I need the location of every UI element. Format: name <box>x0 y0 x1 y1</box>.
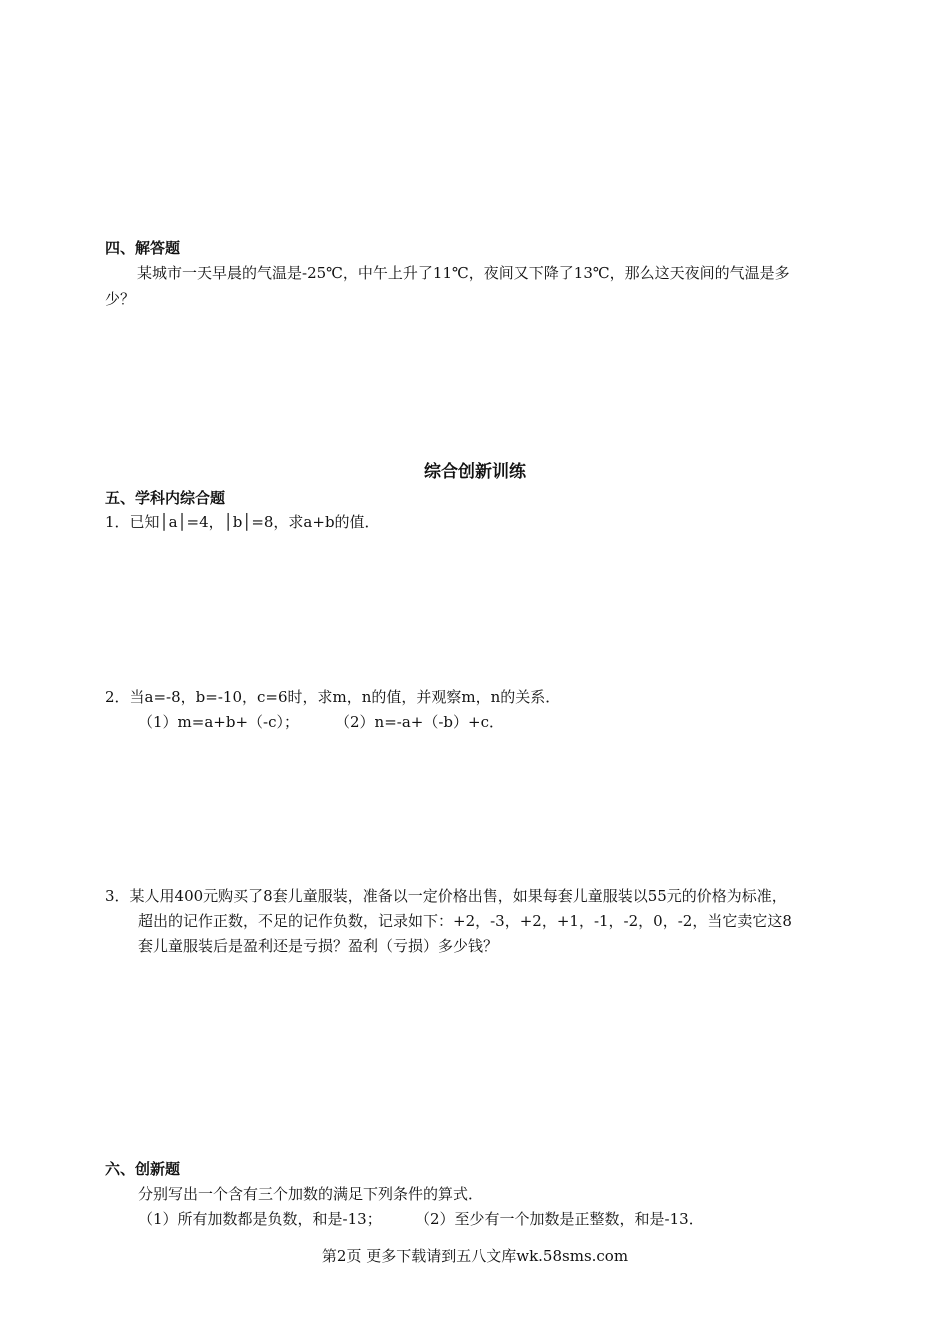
section-5-heading: 五、学科内综合题 <box>105 489 226 507</box>
question-2-part-1: （1）m=a+b+（-c）； <box>138 713 299 731</box>
question-2: 2．当a=-8，b=-10，c=6时，求m，n的值，并观察m，n的关系． <box>105 688 561 706</box>
question-3-line-3: 套儿童服装后是盈利还是亏损？盈利（亏损）多少钱？ <box>138 937 499 955</box>
question-2-part-2: （2）n=-a+（-b）+c． <box>335 713 504 731</box>
question-3-line-1: 3．某人用400元购买了8套儿童服装，准备以一定价格出售，如果每套儿童服装以55元的价格为标准， <box>105 887 787 905</box>
section-6-part-1: （1）所有加数都是负数，和是-13； <box>138 1210 382 1228</box>
page-section-title: 综合创新训练 <box>424 462 526 482</box>
question-3-line-2: 超出的记作正数，不足的记作负数，记录如下：+2，-3，+2，+1，-1，-2，0，-2，当它卖它这8 <box>138 912 792 930</box>
section-6-heading: 六、创新题 <box>105 1160 181 1178</box>
question-1: 1．已知│a│=4，│b│=8，求a+b的值． <box>105 513 380 531</box>
page-footer: 第2页 更多下载请到五八文库wk.58sms.com <box>321 1247 629 1265</box>
section-4-question-line-2: 少？ <box>105 290 136 308</box>
section-4-question-line-1: 某城市一天早晨的气温是-25℃，中午上升了11℃，夜间又下降了13℃，那么这天夜间的气温是多 <box>137 264 790 282</box>
section-4-heading: 四、解答题 <box>105 239 181 257</box>
section-6-intro: 分别写出一个含有三个加数的满足下列条件的算式． <box>138 1185 484 1203</box>
section-6-part-2: （2）至少有一个加数是正整数，和是-13． <box>415 1210 704 1228</box>
